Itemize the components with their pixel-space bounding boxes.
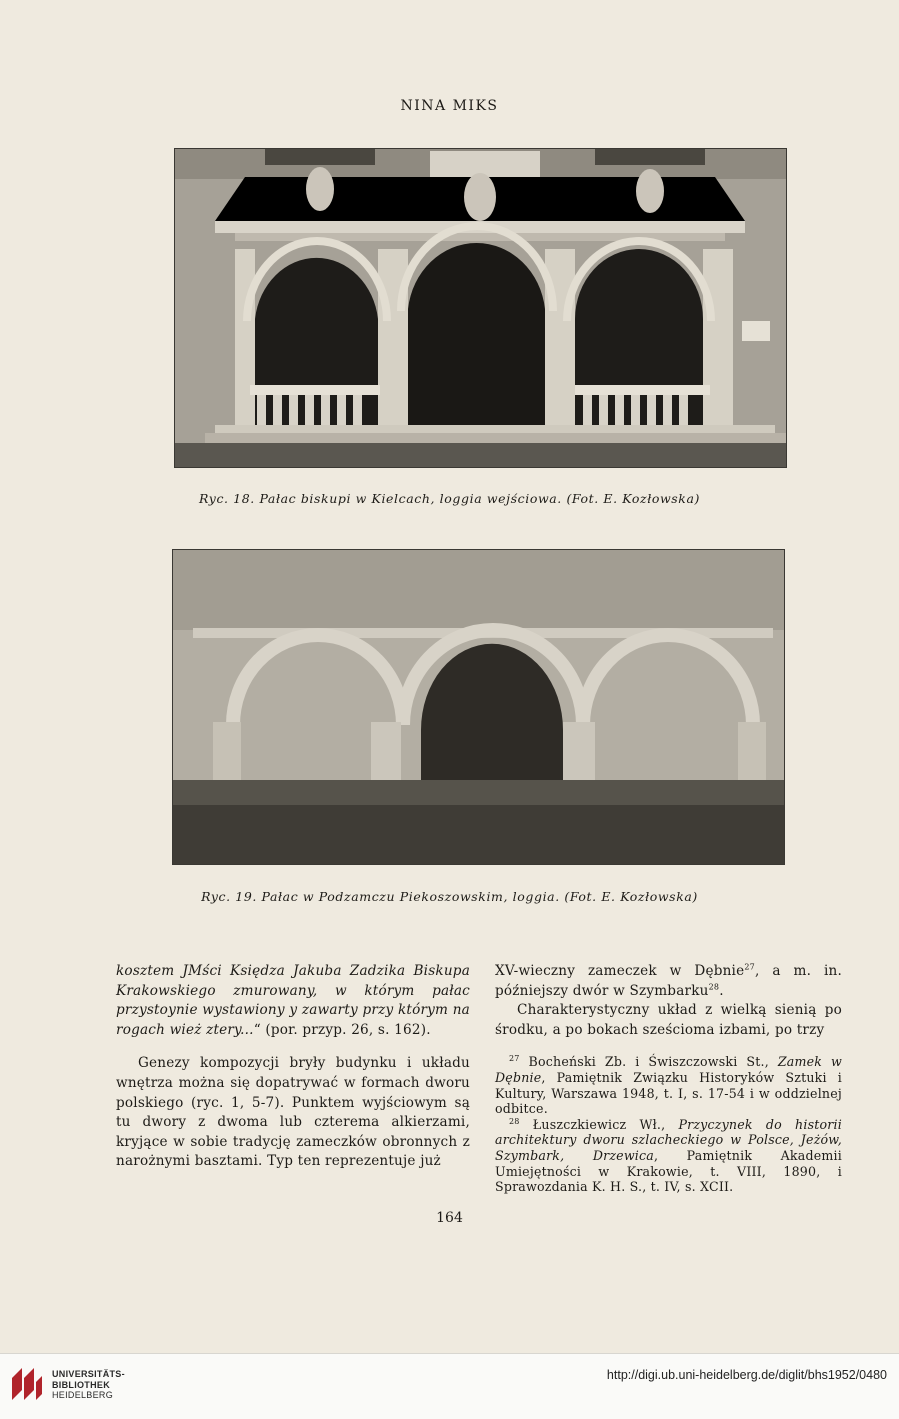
footnote-27	[495, 1054, 842, 1116]
viewer-footer	[0, 1353, 899, 1419]
figure-18-photo	[174, 148, 787, 468]
text-span: , Pamiętnik Akademii Umiejętności w Krakowie, t. VIII, 1890, i Sprawozdania K. H. S., t. IV, s. XCII.	[495, 1147, 842, 1195]
text-span: Bocheński Zb. i Świszczowski St.,	[528, 1054, 778, 1070]
quote-reference: “ (por. przyp. 26, s. 162).	[253, 1021, 431, 1038]
footnote-28	[495, 1117, 842, 1195]
footnotes	[495, 1054, 842, 1194]
running-header: NINA MIKS	[400, 98, 499, 114]
body-paragraph: Genezy kompozycji bryły budynku i układu wnętrza można się dopatrywać w formach dworu polskiego (ryc. 1, 5-7). Punktem wyjściowym są tu dwory z dwoma lub czterema alkierzami, kryjące w sobie tradycję zameczków obronnych z narożnymi basztami. Typ ten reprezentuje już	[116, 1055, 470, 1170]
footnote-ref-27: 27	[744, 962, 755, 972]
quote-text	[116, 962, 470, 1040]
right-paragraph-2: Charakterystyczny układ z wielką sienią po środku, a po bokach sześcioma izbami, po trzy	[495, 1002, 842, 1038]
figure-19-photo	[172, 549, 785, 865]
footnote-title: Zamek w Dębnie	[495, 1054, 842, 1085]
left-column	[116, 962, 470, 1172]
quote: kosztem JMści Księdza Jakuba Zadzika Biskupa Krakowskiego zmurowany, w którym pałac przystoynie wystawiony y zawarty przy którym na rogach wież ztery...	[116, 963, 470, 1038]
figure-19-caption: Ryc. 19. Pałac w Podzamczu Piekoszowskim, loggia. (Fot. E. Kozłowska)	[201, 889, 698, 904]
library-name-line: HEIDELBERG	[52, 1390, 114, 1400]
library-name-line: UNIVERSITÄTS-	[52, 1369, 125, 1379]
text-span: , Pamiętnik Związku Historyków Sztuki i Kultury, Warszawa 1948, t. I, s. 17-54 i w oddzielnej odbitce.	[495, 1069, 842, 1117]
library-name-line: BIBLIOTHEK	[52, 1379, 110, 1390]
page-number: 164	[436, 1210, 463, 1226]
text-span: Łuszczkiewicz Wł.,	[532, 1116, 679, 1132]
library-name	[52, 1369, 125, 1401]
footnote-title: Przyczynek do historii architektury dworu szlacheckiego w Polsce, Jeżów, Szymbark, Drzewica	[495, 1116, 842, 1163]
library-logo-icon[interactable]	[10, 1364, 44, 1402]
text-span: XV-wieczny zameczek w Dębnie	[495, 963, 745, 979]
right-paragraph-1	[495, 962, 842, 1001]
right-column	[495, 962, 842, 1195]
figure-18-caption: Ryc. 18. Pałac biskupi w Kielcach, loggia wejściowa. (Fot. E. Kozłowska)	[198, 491, 700, 506]
footnote-number: 28	[509, 1116, 520, 1126]
permalink-url[interactable]: http://digi.ub.uni-heidelberg.de/diglit/bhs1952/0480	[606, 1368, 887, 1382]
footnote-ref-28: 28	[708, 982, 720, 992]
text-span: , a m. in. późniejszy dwór w Szymbarku	[495, 963, 843, 999]
footnote-number: 27	[509, 1054, 520, 1064]
text-span: .	[719, 982, 724, 999]
